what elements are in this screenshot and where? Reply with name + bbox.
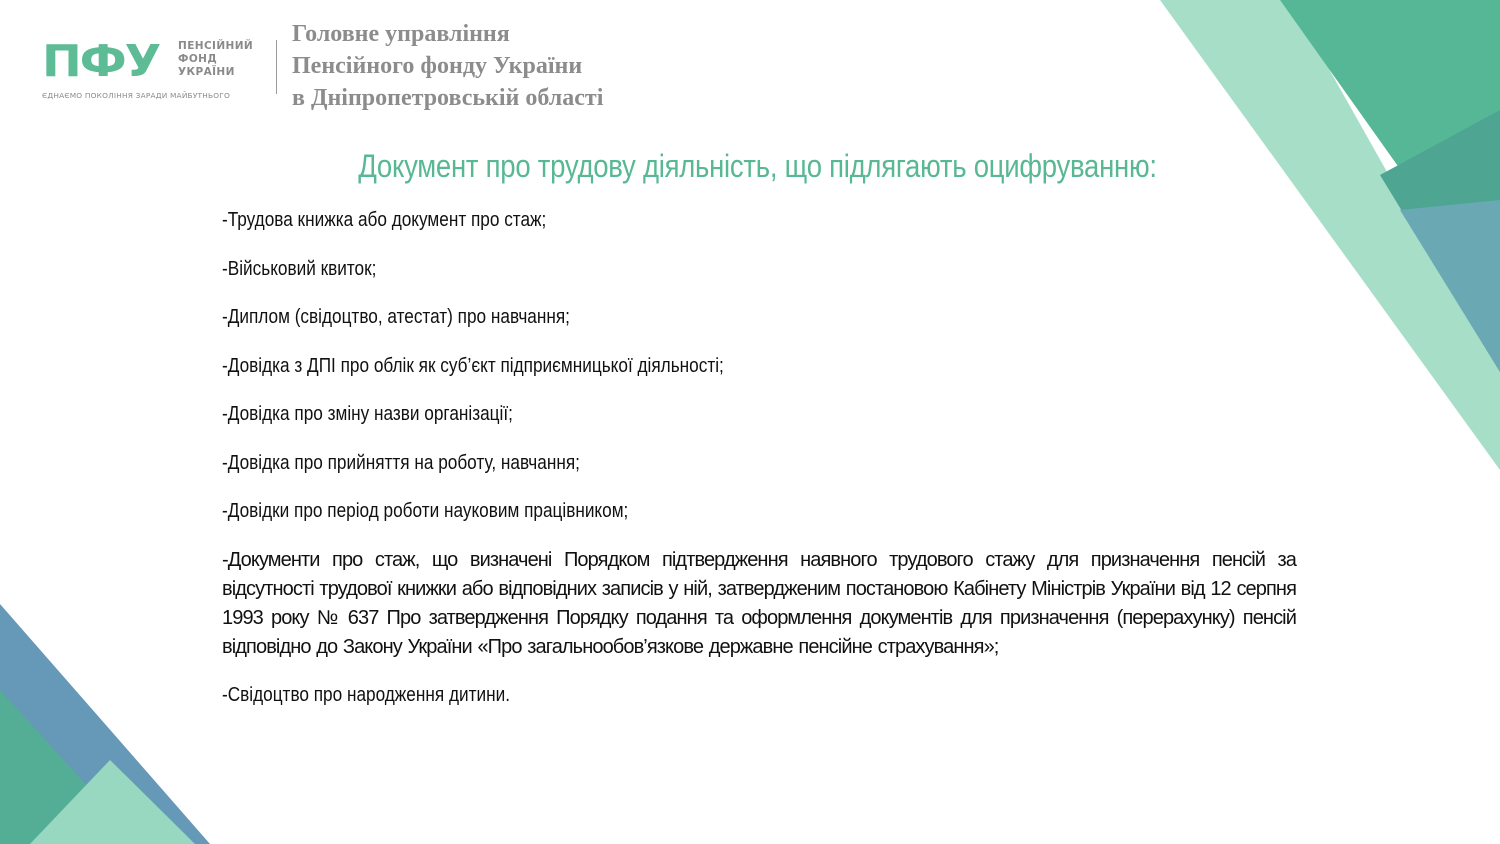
list-item: -Трудова книжка або документ про стаж; (222, 209, 547, 231)
list-item: -Довідки про період роботи науковим працівником; (222, 500, 629, 522)
documents-list (222, 206, 1296, 730)
list-item: -Диплом (свідоцтво, атестат) про навчання; (222, 306, 570, 328)
list-item: -Довідка про зміну назви організації; (222, 403, 513, 425)
org-name-line: Пенсійного фонду України (292, 53, 583, 79)
organization-name (292, 18, 603, 114)
list-item: -Документи про стаж, що визначені Порядком підтвердження наявного трудового стажу для призначення пенсій за відсутності трудової книжки або відповідних записів у ній, затвердженим постановою Кабінету Міністрів України від 12 серпня 1993 року № 637 Про затвердження Порядку подання та оформлення документів для призначення (перерахунку) пенсій відповідно до Закону України «Про загальнообов’язкове державне пенсійне страхування»; (222, 548, 1296, 658)
pfu-logo (40, 36, 280, 106)
org-name-line: Головне управління (292, 21, 510, 47)
list-item: -Довідка з ДПІ про облік як суб’єкт підприємницької діяльності; (222, 354, 724, 377)
logo-motto: ЄДНАЄМО ПОКОЛІННЯ ЗАРАДИ МАЙБУТНЬОГО (42, 91, 231, 100)
logo-word: ПЕНСІЙНИЙ (178, 40, 254, 52)
list-item: -Свідоцтво про народження дитини. (222, 684, 510, 706)
logo-divider (276, 40, 277, 94)
list-item: -Довідка про прийняття на роботу, навчання; (222, 451, 580, 474)
org-name-line: в Дніпропетровській області (292, 85, 604, 111)
logo-mark: ПФУ (42, 36, 160, 87)
page-title: Документ про трудову діяльність, що підлягають оцифруванню: (358, 148, 1157, 184)
logo-word: УКРАЇНИ (178, 66, 235, 78)
logo-words (178, 40, 253, 79)
list-item: -Військовий квиток; (222, 257, 377, 280)
logo-word: ФОНД (178, 53, 218, 65)
